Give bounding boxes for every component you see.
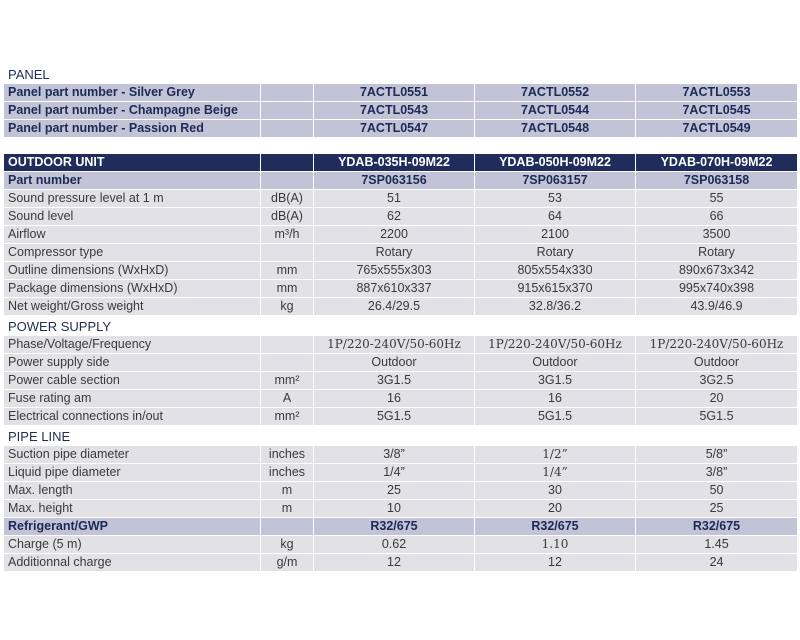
cell: 16 (475, 390, 636, 408)
cell: 5G1.5 (314, 408, 475, 426)
cell: 26.4/29.5 (314, 298, 475, 316)
table-row (4, 408, 798, 426)
cell: 32.8/36.2 (475, 298, 636, 316)
panel-heading-row (4, 64, 798, 84)
table-row (4, 536, 798, 554)
table-row (4, 500, 798, 518)
table-row (4, 390, 798, 408)
unit: inches (261, 464, 314, 482)
cell: 62 (314, 208, 475, 226)
cell: 1P/220-240V/50-60Hz (636, 336, 798, 354)
cell: 5G1.5 (636, 408, 798, 426)
spec-table (4, 64, 798, 572)
cell: 51 (314, 190, 475, 208)
table-row (4, 280, 798, 298)
table-row (4, 226, 798, 244)
unit: mm² (261, 372, 314, 390)
cell: 0.62 (314, 536, 475, 554)
unit (261, 354, 314, 372)
cell: 24 (636, 554, 798, 572)
cell: R32/675 (475, 518, 636, 536)
table-row (4, 102, 798, 120)
cell: 7SP063156 (314, 172, 475, 190)
row-label: Package dimensions (WxHxD) (4, 280, 261, 298)
row-label: Power cable section (4, 372, 261, 390)
row-label: Additionnal charge (4, 554, 261, 572)
cell: 7SP063157 (475, 172, 636, 190)
unit: dB(A) (261, 208, 314, 226)
cell: 1.45 (636, 536, 798, 554)
unit: m³/h (261, 226, 314, 244)
cell: 2100 (475, 226, 636, 244)
model-name: YDAB-050H-09M22 (475, 154, 636, 172)
row-label: Part number (4, 172, 261, 190)
cell: 7ACTL0545 (636, 102, 798, 120)
cell: 66 (636, 208, 798, 226)
cell: Outdoor (636, 354, 798, 372)
table-row (4, 554, 798, 572)
unit: mm (261, 280, 314, 298)
cell: 3500 (636, 226, 798, 244)
table-row (4, 190, 798, 208)
table-row (4, 336, 798, 354)
power-supply-heading: POWER SUPPLY (4, 316, 798, 336)
refrigerant-row (4, 518, 798, 536)
unit (261, 336, 314, 354)
cell: Rotary (636, 244, 798, 262)
cell: 995x740x398 (636, 280, 798, 298)
row-label: Suction pipe diameter (4, 446, 261, 464)
row-label: Fuse rating am (4, 390, 261, 408)
cell: 7ACTL0552 (475, 84, 636, 102)
table-row (4, 208, 798, 226)
cell: 50 (636, 482, 798, 500)
model-name: YDAB-070H-09M22 (636, 154, 798, 172)
row-label: Phase/Voltage/Frequency (4, 336, 261, 354)
cell: 7ACTL0549 (636, 120, 798, 138)
row-label: Sound pressure level at 1 m (4, 190, 261, 208)
table-row (4, 446, 798, 464)
cell: 7ACTL0548 (475, 120, 636, 138)
row-label: Panel part number - Silver Grey (4, 84, 261, 102)
table-row (4, 372, 798, 390)
row-label: Compressor type (4, 244, 261, 262)
unit: g/m (261, 554, 314, 572)
row-label: Panel part number - Champagne Beige (4, 102, 261, 120)
cell: 1P/220-240V/50-60Hz (475, 336, 636, 354)
cell: 12 (475, 554, 636, 572)
model-name: YDAB-035H-09M22 (314, 154, 475, 172)
unit: A (261, 390, 314, 408)
cell: 5G1.5 (475, 408, 636, 426)
pipe-line-heading-row (4, 426, 798, 446)
cell: 43.9/46.9 (636, 298, 798, 316)
cell: 20 (475, 500, 636, 518)
table-row (4, 298, 798, 316)
row-label: Panel part number - Passion Red (4, 120, 261, 138)
cell: 7ACTL0551 (314, 84, 475, 102)
cell: 5/8” (636, 446, 798, 464)
unit: m (261, 482, 314, 500)
cell: Outdoor (475, 354, 636, 372)
table-row (4, 262, 798, 280)
cell: Rotary (314, 244, 475, 262)
cell: 7ACTL0543 (314, 102, 475, 120)
outdoor-unit-header-row (4, 154, 798, 172)
cell: 55 (636, 190, 798, 208)
cell: 3G1.5 (475, 372, 636, 390)
pipe-line-heading: PIPE LINE (4, 426, 798, 446)
table-row (4, 120, 798, 138)
cell: 30 (475, 482, 636, 500)
cell: 7ACTL0547 (314, 120, 475, 138)
cell: R32/675 (636, 518, 798, 536)
cell: 10 (314, 500, 475, 518)
power-supply-heading-row (4, 316, 798, 336)
cell: 805x554x330 (475, 262, 636, 280)
cell: R32/675 (314, 518, 475, 536)
cell: 7SP063158 (636, 172, 798, 190)
cell: 915x615x370 (475, 280, 636, 298)
cell: 1.10 (475, 536, 636, 554)
cell: 25 (314, 482, 475, 500)
unit: dB(A) (261, 190, 314, 208)
cell: 7ACTL0553 (636, 84, 798, 102)
cell: 1/4” (314, 464, 475, 482)
unit: m (261, 500, 314, 518)
row-label: Electrical connections in/out (4, 408, 261, 426)
row-label: Refrigerant/GWP (4, 518, 261, 536)
cell: 64 (475, 208, 636, 226)
cell: 3/8” (314, 446, 475, 464)
row-label: Outline dimensions (WxHxD) (4, 262, 261, 280)
cell: 20 (636, 390, 798, 408)
cell: Rotary (475, 244, 636, 262)
cell: 12 (314, 554, 475, 572)
row-label: Max. height (4, 500, 261, 518)
unit: mm² (261, 408, 314, 426)
cell: 7ACTL0544 (475, 102, 636, 120)
cell: 16 (314, 390, 475, 408)
row-label: Sound level (4, 208, 261, 226)
table-row (4, 244, 798, 262)
table-row (4, 84, 798, 102)
cell: Outdoor (314, 354, 475, 372)
cell: 25 (636, 500, 798, 518)
unit: inches (261, 446, 314, 464)
cell: 1/2” (475, 446, 636, 464)
cell: 3G1.5 (314, 372, 475, 390)
unit (261, 244, 314, 262)
table-row (4, 482, 798, 500)
row-label: Max. length (4, 482, 261, 500)
table-row (4, 464, 798, 482)
cell: 3G2.5 (636, 372, 798, 390)
outdoor-unit-heading: OUTDOOR UNIT (4, 154, 261, 172)
cell: 1P/220-240V/50-60Hz (314, 336, 475, 354)
row-label: Power supply side (4, 354, 261, 372)
row-label: Liquid pipe diameter (4, 464, 261, 482)
table-row (4, 354, 798, 372)
cell: 53 (475, 190, 636, 208)
cell: 765x555x303 (314, 262, 475, 280)
spec-sheet (4, 64, 798, 572)
unit: kg (261, 536, 314, 554)
cell: 1/4” (475, 464, 636, 482)
panel-heading: PANEL (4, 64, 798, 84)
unit: mm (261, 262, 314, 280)
cell: 2200 (314, 226, 475, 244)
row-label: Net weight/Gross weight (4, 298, 261, 316)
cell: 3/8” (636, 464, 798, 482)
row-label: Airflow (4, 226, 261, 244)
row-label: Charge (5 m) (4, 536, 261, 554)
part-number-row (4, 172, 798, 190)
unit: kg (261, 298, 314, 316)
cell: 887x610x337 (314, 280, 475, 298)
cell: 890x673x342 (636, 262, 798, 280)
